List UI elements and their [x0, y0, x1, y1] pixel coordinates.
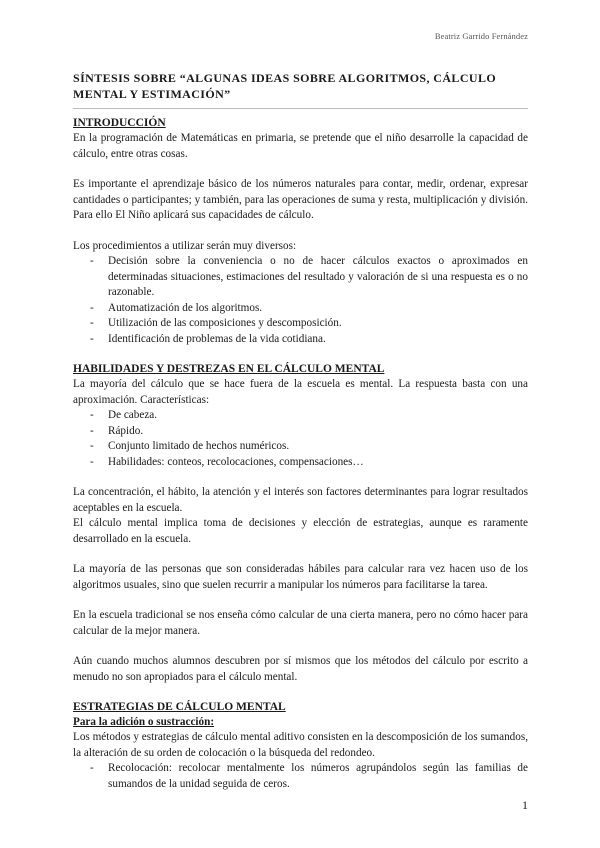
intro-paragraph-1: En la programación de Matemáticas en primaria, se pretende que el niño desarrolle la capacidad de cálculo, entre otras cosas. — [73, 132, 528, 160]
header-author: Beatriz Garrido Fernández — [434, 31, 528, 41]
intro-list — [73, 254, 528, 347]
skills-list — [73, 408, 528, 470]
section-heading-estrategias: ESTRATEGIAS DE CÁLCULO MENTAL — [73, 701, 286, 713]
subheading-adicion: Para la adición o sustracción: — [73, 716, 215, 728]
strategies-paragraph-1: Los métodos y estrategias de cálculo mental aditivo consisten en la descomposición de los sumandos, la alteración de su orden de colocación o la búsqueda del redondeo. — [73, 731, 528, 759]
list-item: - Recolocación: recolocar mentalmente los números agrupándolos según las familias de sumandos de la unidad seguida de ceros. — [73, 761, 528, 792]
intro-paragraph-2: Es importante el aprendizaje básico de los números naturales para contar, medir, ordenar, expresar cantidades o participantes; y también, para las operaciones de suma y resta, multiplicación y división. Para ello El Niño aplicará sus capacidades de cálculo. — [73, 178, 528, 221]
intro-paragraph-3: Los procedimientos a utilizar serán muy diversos: — [73, 239, 297, 252]
skills-paragraph-2: La concentración, el hábito, la atención y el interés son factores determinantes para lograr resultados aceptables en la escuela. — [73, 486, 528, 514]
list-item: - Utilización de las composiciones y descomposición. — [73, 316, 528, 332]
list-item: - Identificación de problemas de la vida cotidiana. — [73, 332, 528, 348]
strategies-list — [73, 761, 528, 792]
skills-paragraph-4: La mayoría de las personas que son consideradas hábiles para calcular rara vez hacen uso de los algoritmos usuales, sino que suelen recurrir a manipular los números para facilitarse la tarea. — [73, 563, 528, 591]
list-item: - Automatización de los algoritmos. — [73, 301, 528, 317]
skills-paragraph-1: La mayoría del cálculo que se hace fuera de la escuela es mental. La respuesta basta con una aproximación. Características: — [73, 378, 528, 406]
document-title: SÍNTESIS SOBRE “ALGUNAS IDEAS SOBRE ALGORITMOS, CÁLCULO MENTAL Y ESTIMACIÓN” — [73, 71, 497, 101]
skills-paragraph-3: El cálculo mental implica toma de decisiones y elección de estrategias, aunque es raramente desarrollado en la escuela. — [73, 517, 528, 545]
skills-paragraph-5: En la escuela tradicional se nos enseña cómo calcular de una cierta manera, pero no cómo hacer para calcular de la mejor manera. — [73, 609, 528, 637]
list-item: - Rápido. — [73, 424, 528, 440]
list-item: - Decisión sobre la conveniencia o no de hacer cálculos exactos o aproximados en determinadas situaciones, estimaciones del resultado y valoración de si una respuesta es o no razonable. — [73, 254, 528, 301]
section-heading-introduccion: INTRODUCCIÓN — [73, 117, 166, 129]
title-divider — [73, 108, 528, 109]
list-item: - Habilidades: conteos, recolocaciones, compensaciones… — [73, 455, 528, 471]
page-number: 1 — [522, 798, 528, 812]
section-heading-habilidades: HABILIDADES Y DESTREZAS EN EL CÁLCULO MENTAL — [73, 363, 385, 375]
list-item: - Conjunto limitado de hechos numéricos. — [73, 439, 528, 455]
document-body — [73, 116, 528, 792]
skills-paragraph-6: Aún cuando muchos alumnos descubren por sí mismos que los métodos del cálculo por escrito a menudo no son apropiados para el cálculo mental. — [73, 655, 528, 683]
list-item: - De cabeza. — [73, 408, 528, 424]
